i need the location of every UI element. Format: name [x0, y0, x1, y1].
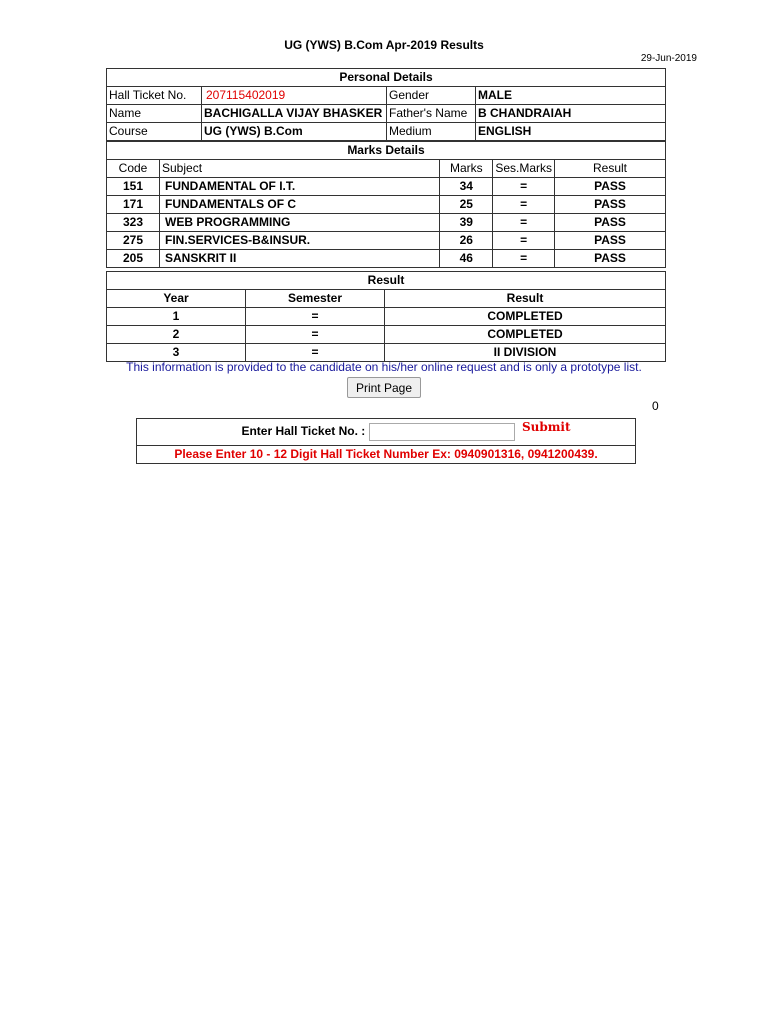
- gender-label: Gender: [387, 87, 476, 105]
- hall-ticket-input-label: Enter Hall Ticket No. :: [241, 424, 366, 439]
- subject-ses-marks: =: [493, 196, 555, 214]
- subject-result: PASS: [555, 178, 666, 196]
- subject-ses-marks: =: [493, 250, 555, 268]
- medium-value: ENGLISH: [476, 123, 666, 141]
- table-row: [107, 326, 666, 344]
- table-row: [107, 232, 666, 250]
- hall-ticket-form: [136, 418, 636, 464]
- subject-ses-marks: =: [493, 232, 555, 250]
- subject-ses-marks: =: [493, 214, 555, 232]
- col-semester: Semester: [246, 290, 385, 308]
- subject-code: 151: [107, 178, 160, 196]
- col-result: Result: [555, 160, 666, 178]
- col-marks: Marks: [440, 160, 493, 178]
- page-title: UG (YWS) B.Com Apr-2019 Results: [284, 38, 484, 52]
- subject-marks: 46: [440, 250, 493, 268]
- table-row: [107, 196, 666, 214]
- subject-name: FIN.SERVICES-B&INSUR.: [160, 232, 440, 250]
- subject-name: SANSKRIT II: [160, 250, 440, 268]
- report-date: 29-Jun-2019: [640, 53, 697, 64]
- table-row: [107, 308, 666, 326]
- col-ses-marks: Ses.Marks: [493, 160, 555, 178]
- father-name-value: B CHANDRAIAH: [476, 105, 666, 123]
- visit-counter: 0: [652, 399, 659, 413]
- hall-ticket-label: Hall Ticket No.: [107, 87, 202, 105]
- col-year: Year: [107, 290, 246, 308]
- result-status: II DIVISION: [385, 344, 666, 362]
- subject-code: 275: [107, 232, 160, 250]
- subject-result: PASS: [555, 214, 666, 232]
- print-page-button[interactable]: Print Page: [347, 377, 421, 398]
- subject-marks: 34: [440, 178, 493, 196]
- medium-label: Medium: [387, 123, 476, 141]
- subject-name: FUNDAMENTALS OF C: [160, 196, 440, 214]
- gender-value: MALE: [476, 87, 666, 105]
- result-table: [106, 271, 666, 362]
- table-row: [107, 178, 666, 196]
- hall-ticket-form-row: [137, 419, 636, 446]
- subject-ses-marks: =: [493, 178, 555, 196]
- col-code: Code: [107, 160, 160, 178]
- subject-marks: 39: [440, 214, 493, 232]
- marks-details-table: [106, 141, 666, 268]
- hall-ticket-value: 207115402019: [202, 87, 387, 105]
- name-label: Name: [107, 105, 202, 123]
- subject-result: PASS: [555, 250, 666, 268]
- col-final-result: Result: [385, 290, 666, 308]
- submit-button[interactable]: Submit: [521, 420, 571, 435]
- result-semester: =: [246, 308, 385, 326]
- subject-result: PASS: [555, 232, 666, 250]
- subject-marks: 25: [440, 196, 493, 214]
- info-notice: This information is provided to the candidate on his/her online request and is only a prototype list.: [126, 360, 642, 374]
- personal-details-heading: Personal Details: [107, 69, 666, 87]
- result-year: 2: [107, 326, 246, 344]
- course-label: Course: [107, 123, 202, 141]
- hall-ticket-hint: Please Enter 10 - 12 Digit Hall Ticket Number Ex: 0940901316, 0941200439.: [137, 446, 636, 464]
- result-heading: Result: [107, 272, 666, 290]
- table-row: [107, 344, 666, 362]
- name-value: BACHIGALLA VIJAY BHASKER: [202, 105, 387, 123]
- table-row: [107, 214, 666, 232]
- result-year: 1: [107, 308, 246, 326]
- result-semester: =: [246, 326, 385, 344]
- subject-code: 323: [107, 214, 160, 232]
- result-year: 3: [107, 344, 246, 362]
- result-status: COMPLETED: [385, 308, 666, 326]
- result-status: COMPLETED: [385, 326, 666, 344]
- subject-marks: 26: [440, 232, 493, 250]
- course-value: UG (YWS) B.Com: [202, 123, 387, 141]
- hall-ticket-input[interactable]: [369, 423, 515, 441]
- personal-details-table: [106, 68, 666, 141]
- table-row: [107, 250, 666, 268]
- col-subject: Subject: [160, 160, 440, 178]
- father-name-label: Father's Name: [387, 105, 476, 123]
- subject-code: 205: [107, 250, 160, 268]
- marks-details-heading: Marks Details: [107, 142, 666, 160]
- subject-name: FUNDAMENTAL OF I.T.: [160, 178, 440, 196]
- subject-name: WEB PROGRAMMING: [160, 214, 440, 232]
- result-semester: =: [246, 344, 385, 362]
- subject-code: 171: [107, 196, 160, 214]
- subject-result: PASS: [555, 196, 666, 214]
